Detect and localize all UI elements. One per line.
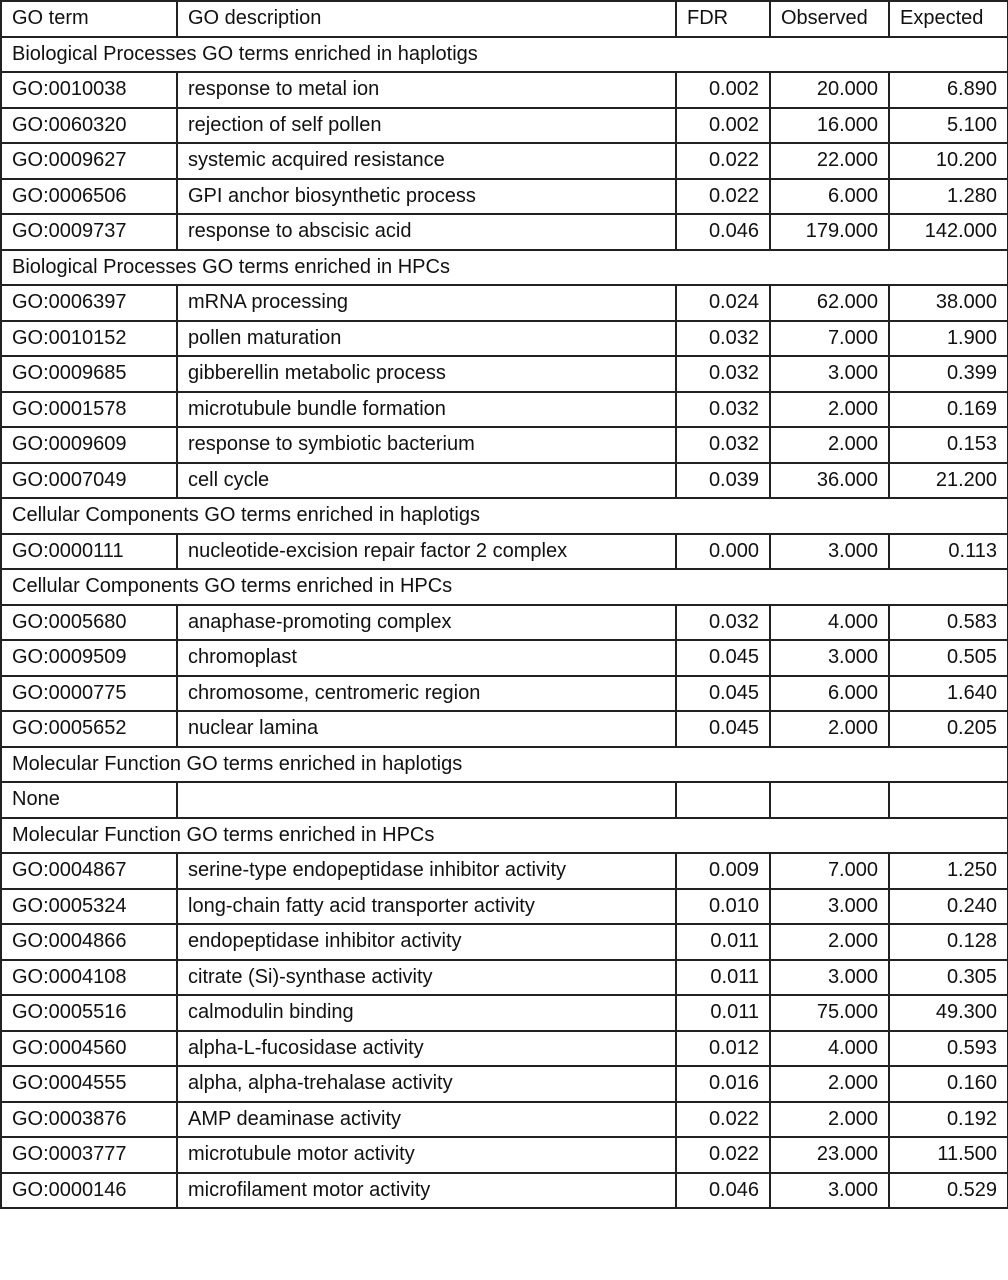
observed-cell: 22.000: [770, 143, 889, 179]
go-term-cell: None: [1, 782, 177, 818]
fdr-cell: 0.022: [676, 1102, 770, 1138]
fdr-cell: 0.022: [676, 143, 770, 179]
go-description-cell: gibberellin metabolic process: [177, 356, 676, 392]
go-term-cell: GO:0009609: [1, 427, 177, 463]
table-row: [1, 427, 1008, 463]
table-row: [1, 179, 1008, 215]
go-description-cell: mRNA processing: [177, 285, 676, 321]
observed-cell: 16.000: [770, 108, 889, 144]
table-row: [1, 534, 1008, 570]
observed-cell: 23.000: [770, 1137, 889, 1173]
table-row: [1, 356, 1008, 392]
observed-cell: 4.000: [770, 605, 889, 641]
fdr-cell: 0.039: [676, 463, 770, 499]
fdr-cell: 0.045: [676, 711, 770, 747]
expected-cell: 142.000: [889, 214, 1008, 250]
go-term-cell: GO:0006506: [1, 179, 177, 215]
go-term-cell: GO:0009627: [1, 143, 177, 179]
table-header: [1, 1, 1008, 37]
go-term-cell: GO:0004560: [1, 1031, 177, 1067]
observed-cell: 2.000: [770, 427, 889, 463]
expected-cell: 0.505: [889, 640, 1008, 676]
go-term-cell: GO:0003876: [1, 1102, 177, 1138]
expected-cell: 0.205: [889, 711, 1008, 747]
expected-cell: 0.192: [889, 1102, 1008, 1138]
table-row: [1, 1066, 1008, 1102]
expected-cell: 0.113: [889, 534, 1008, 570]
observed-cell: 2.000: [770, 1066, 889, 1102]
table-row: [1, 214, 1008, 250]
section-title: Molecular Function GO terms enriched in HPCs: [1, 818, 1008, 854]
expected-cell: 11.500: [889, 1137, 1008, 1173]
go-description-cell: microtubule bundle formation: [177, 392, 676, 428]
go-term-cell: GO:0004108: [1, 960, 177, 996]
go-description-cell: response to symbiotic bacterium: [177, 427, 676, 463]
table-row: [1, 143, 1008, 179]
go-description-cell: AMP deaminase activity: [177, 1102, 676, 1138]
table-row: [1, 392, 1008, 428]
observed-cell: 3.000: [770, 534, 889, 570]
go-description-cell: response to metal ion: [177, 72, 676, 108]
observed-cell: 2.000: [770, 924, 889, 960]
observed-cell: 7.000: [770, 321, 889, 357]
header-row: [1, 1, 1008, 37]
go-description-cell: alpha, alpha-trehalase activity: [177, 1066, 676, 1102]
section-header-row: [1, 37, 1008, 73]
go-description-cell: microtubule motor activity: [177, 1137, 676, 1173]
observed-cell: 62.000: [770, 285, 889, 321]
go-description-cell: long-chain fatty acid transporter activity: [177, 889, 676, 925]
header-go-description: GO description: [177, 1, 676, 37]
table-row: [1, 1137, 1008, 1173]
go-description-cell: GPI anchor biosynthetic process: [177, 179, 676, 215]
section-header-row: [1, 747, 1008, 783]
go-term-cell: GO:0010152: [1, 321, 177, 357]
observed-cell: 179.000: [770, 214, 889, 250]
go-description-cell: alpha-L-fucosidase activity: [177, 1031, 676, 1067]
expected-cell: 0.529: [889, 1173, 1008, 1209]
table-row: [1, 960, 1008, 996]
table-row: [1, 463, 1008, 499]
fdr-cell: 0.032: [676, 356, 770, 392]
fdr-cell: 0.012: [676, 1031, 770, 1067]
observed-cell: 20.000: [770, 72, 889, 108]
go-description-cell: chromoplast: [177, 640, 676, 676]
go-term-cell: GO:0009737: [1, 214, 177, 250]
section-title: Biological Processes GO terms enriched in HPCs: [1, 250, 1008, 286]
section-header-row: [1, 818, 1008, 854]
observed-cell: 3.000: [770, 640, 889, 676]
go-description-cell: [177, 782, 676, 818]
go-description-cell: microfilament motor activity: [177, 1173, 676, 1209]
go-term-cell: GO:0000146: [1, 1173, 177, 1209]
fdr-cell: 0.000: [676, 534, 770, 570]
expected-cell: 0.153: [889, 427, 1008, 463]
expected-cell: 0.305: [889, 960, 1008, 996]
observed-cell: 36.000: [770, 463, 889, 499]
go-description-cell: nuclear lamina: [177, 711, 676, 747]
fdr-cell: 0.045: [676, 640, 770, 676]
expected-cell: 0.240: [889, 889, 1008, 925]
table-row: [1, 72, 1008, 108]
table-row: [1, 853, 1008, 889]
fdr-cell: 0.022: [676, 1137, 770, 1173]
section-header-row: [1, 569, 1008, 605]
fdr-cell: 0.022: [676, 179, 770, 215]
table-row: [1, 108, 1008, 144]
go-description-cell: rejection of self pollen: [177, 108, 676, 144]
table-row: [1, 285, 1008, 321]
observed-cell: [770, 782, 889, 818]
expected-cell: 6.890: [889, 72, 1008, 108]
go-description-cell: nucleotide-excision repair factor 2 complex: [177, 534, 676, 570]
fdr-cell: 0.016: [676, 1066, 770, 1102]
expected-cell: 1.280: [889, 179, 1008, 215]
expected-cell: 1.900: [889, 321, 1008, 357]
expected-cell: 1.250: [889, 853, 1008, 889]
header-fdr: FDR: [676, 1, 770, 37]
go-description-cell: cell cycle: [177, 463, 676, 499]
fdr-cell: 0.002: [676, 108, 770, 144]
go-description-cell: chromosome, centromeric region: [177, 676, 676, 712]
header-go-term: GO term: [1, 1, 177, 37]
fdr-cell: 0.002: [676, 72, 770, 108]
go-term-cell: GO:0005680: [1, 605, 177, 641]
expected-cell: 0.593: [889, 1031, 1008, 1067]
go-description-cell: calmodulin binding: [177, 995, 676, 1031]
go-term-cell: GO:0000775: [1, 676, 177, 712]
header-observed: Observed: [770, 1, 889, 37]
go-description-cell: pollen maturation: [177, 321, 676, 357]
fdr-cell: 0.046: [676, 214, 770, 250]
table-row: [1, 676, 1008, 712]
go-term-cell: GO:0007049: [1, 463, 177, 499]
fdr-cell: 0.011: [676, 995, 770, 1031]
observed-cell: 3.000: [770, 960, 889, 996]
observed-cell: 3.000: [770, 356, 889, 392]
observed-cell: 2.000: [770, 392, 889, 428]
expected-cell: 21.200: [889, 463, 1008, 499]
expected-cell: 0.160: [889, 1066, 1008, 1102]
observed-cell: 75.000: [770, 995, 889, 1031]
observed-cell: 4.000: [770, 1031, 889, 1067]
fdr-cell: 0.009: [676, 853, 770, 889]
table-body: [1, 37, 1008, 1209]
expected-cell: 0.399: [889, 356, 1008, 392]
go-term-cell: GO:0004555: [1, 1066, 177, 1102]
go-term-cell: GO:0060320: [1, 108, 177, 144]
go-term-cell: GO:0006397: [1, 285, 177, 321]
observed-cell: 3.000: [770, 1173, 889, 1209]
observed-cell: 6.000: [770, 676, 889, 712]
section-header-row: [1, 250, 1008, 286]
expected-cell: 10.200: [889, 143, 1008, 179]
table-row: [1, 782, 1008, 818]
expected-cell: [889, 782, 1008, 818]
header-expected: Expected: [889, 1, 1008, 37]
observed-cell: 2.000: [770, 711, 889, 747]
section-title: Biological Processes GO terms enriched in haplotigs: [1, 37, 1008, 73]
go-description-cell: serine-type endopeptidase inhibitor activity: [177, 853, 676, 889]
expected-cell: 5.100: [889, 108, 1008, 144]
expected-cell: 1.640: [889, 676, 1008, 712]
fdr-cell: 0.024: [676, 285, 770, 321]
section-title: Cellular Components GO terms enriched in haplotigs: [1, 498, 1008, 534]
observed-cell: 6.000: [770, 179, 889, 215]
go-term-cell: GO:0009509: [1, 640, 177, 676]
go-description-cell: systemic acquired resistance: [177, 143, 676, 179]
fdr-cell: [676, 782, 770, 818]
table-row: [1, 889, 1008, 925]
fdr-cell: 0.046: [676, 1173, 770, 1209]
fdr-cell: 0.011: [676, 924, 770, 960]
fdr-cell: 0.010: [676, 889, 770, 925]
fdr-cell: 0.032: [676, 605, 770, 641]
go-term-cell: GO:0003777: [1, 1137, 177, 1173]
observed-cell: 3.000: [770, 889, 889, 925]
go-description-cell: anaphase-promoting complex: [177, 605, 676, 641]
fdr-cell: 0.045: [676, 676, 770, 712]
go-term-cell: GO:0005516: [1, 995, 177, 1031]
fdr-cell: 0.032: [676, 427, 770, 463]
table-row: [1, 995, 1008, 1031]
table-row: [1, 924, 1008, 960]
table-row: [1, 640, 1008, 676]
go-term-cell: GO:0010038: [1, 72, 177, 108]
go-term-cell: GO:0004867: [1, 853, 177, 889]
observed-cell: 7.000: [770, 853, 889, 889]
section-header-row: [1, 498, 1008, 534]
go-term-cell: GO:0000111: [1, 534, 177, 570]
go-term-cell: GO:0005324: [1, 889, 177, 925]
go-description-cell: response to abscisic acid: [177, 214, 676, 250]
expected-cell: 0.169: [889, 392, 1008, 428]
expected-cell: 38.000: [889, 285, 1008, 321]
go-description-cell: citrate (Si)-synthase activity: [177, 960, 676, 996]
table-row: [1, 605, 1008, 641]
fdr-cell: 0.011: [676, 960, 770, 996]
table-row: [1, 711, 1008, 747]
section-title: Cellular Components GO terms enriched in HPCs: [1, 569, 1008, 605]
fdr-cell: 0.032: [676, 321, 770, 357]
go-description-cell: endopeptidase inhibitor activity: [177, 924, 676, 960]
go-term-cell: GO:0009685: [1, 356, 177, 392]
table-row: [1, 1102, 1008, 1138]
observed-cell: 2.000: [770, 1102, 889, 1138]
table-row: [1, 321, 1008, 357]
expected-cell: 0.128: [889, 924, 1008, 960]
table-row: [1, 1031, 1008, 1067]
table-row: [1, 1173, 1008, 1209]
go-term-cell: GO:0001578: [1, 392, 177, 428]
section-title: Molecular Function GO terms enriched in haplotigs: [1, 747, 1008, 783]
go-term-cell: GO:0004866: [1, 924, 177, 960]
fdr-cell: 0.032: [676, 392, 770, 428]
go-term-cell: GO:0005652: [1, 711, 177, 747]
expected-cell: 49.300: [889, 995, 1008, 1031]
expected-cell: 0.583: [889, 605, 1008, 641]
